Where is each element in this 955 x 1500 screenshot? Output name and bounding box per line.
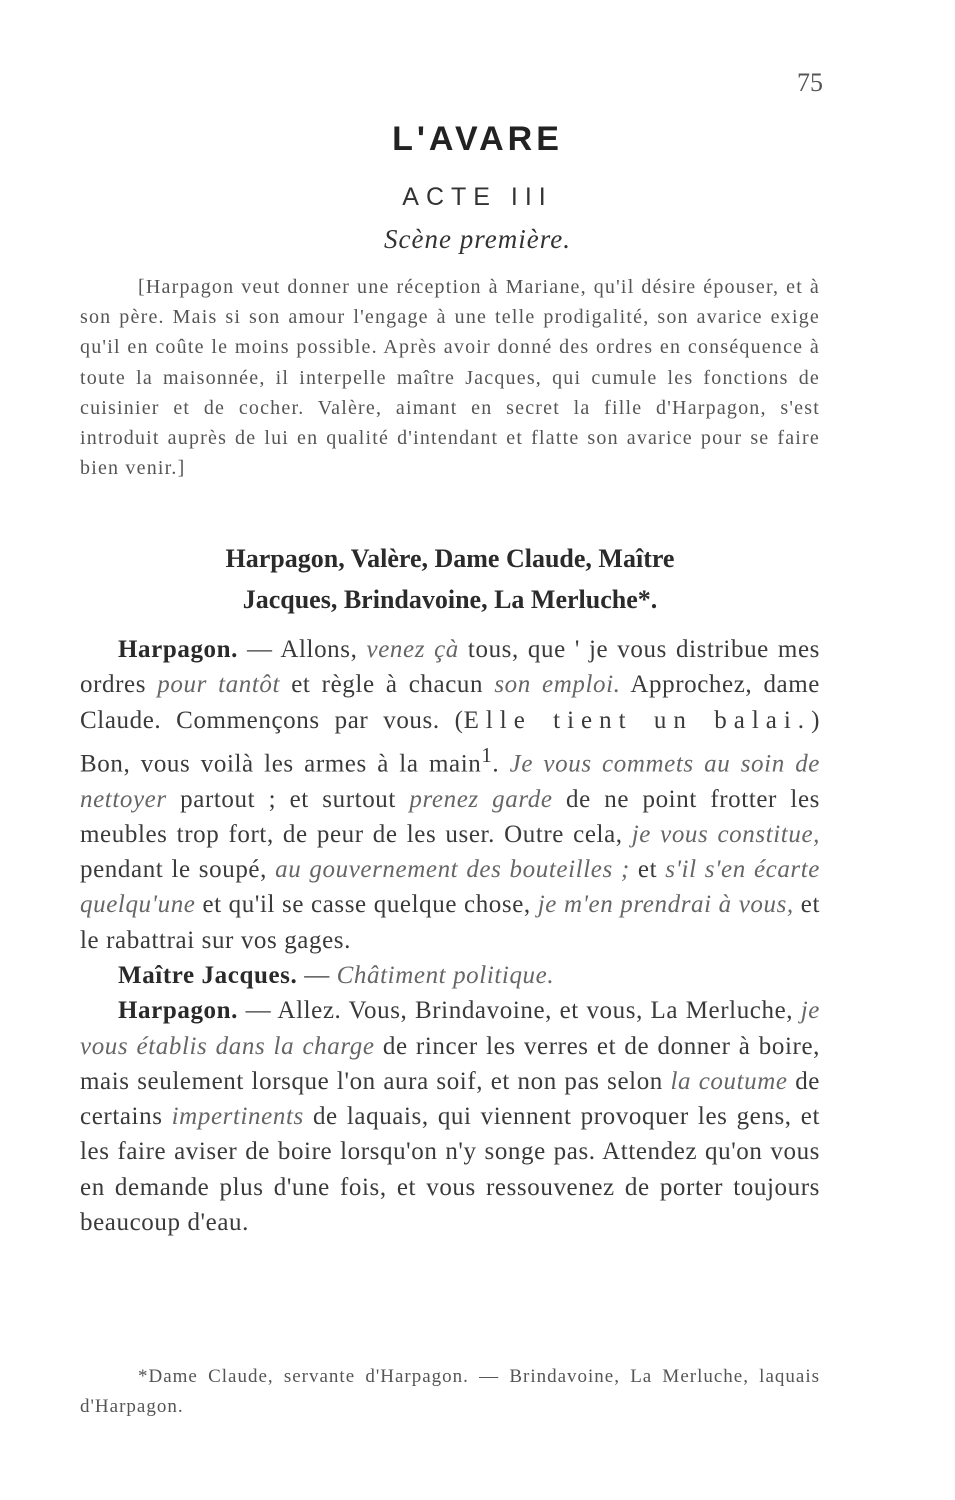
speech-text: de ne point frotter les meubles trop fort, de peur de les user. Outre cela, [80,785,820,848]
italic-phrase: s'il s'en écarte quelqu'une [80,856,821,919]
speech-text: . [492,750,510,778]
footnote-marker: 1 [481,742,493,767]
italic-phrase: Châtiment politique. [336,962,555,989]
scene-heading: Scène première. [384,224,571,254]
character-list-line: Harpagon, Valère, Dame Claude, Maître [225,544,675,573]
speech-text: pendant le soupé, [80,856,276,884]
italic-phrase: je vous constitue, [631,820,820,848]
italic-phrase: impertinents [171,1103,304,1131]
italic-phrase: prenez garde [409,785,553,813]
character-list [80,538,820,620]
italic-phrase: je m'en prendrai à vous, [537,891,794,919]
italic-phrase: je vous établis dans la charge [80,997,820,1060]
speech-text: — Allons, [238,636,367,663]
character-list-line: Jacques, Brindavoine, La Merluche*. [242,585,658,614]
speech-text: de certains [80,1067,820,1131]
speech-text: de rincer les verres et de donner à boire, mais seulement lorsque l'on aura soif, et non pas selon [80,1032,820,1095]
speaker-name: Harpagon. [118,997,238,1025]
dialogue [80,632,820,1240]
scene-summary: [Harpagon veut donner une réception à Mariane, qu'il désire épouser, et à son père. Mais si son amour l'engage à une telle prodigalité, son avarice exige qu'il en coûte le moins possible. Après avoir donné des ordres en conséquence à toute la maisonnée, il interpelle maître Jacques, qui cumule les fonctions de cuisinier et de cocher. Valère, aimant en secret la fille d'Harpagon, s'est introduit auprès de lui en qualité d'intendant et flatte son avarice pour se faire bien venir.] [80,276,820,480]
speech-text: tous, que ' je vous distribue mes ordres [80,636,820,699]
speech-text: — [297,962,337,989]
italic-phrase: au gouvernement des bouteilles ; [275,856,630,884]
speech-text: — Allez. Vous, Brindavoine, et vous, La Merluche, [238,997,801,1025]
italic-phrase: son emploi. [494,671,621,699]
italic-phrase: Je vous commets au soin de nettoyer [80,750,820,813]
speech-text: et qu'il se casse quelque chose, [195,891,538,919]
speech-text: partout ; et surtout [166,785,410,813]
speech-text: et [629,856,666,884]
italic-phrase: pour tantôt [157,671,281,699]
speech-text: et le rabattrai sur vos gages. [80,891,820,954]
speech-maitre-jacques [80,958,820,993]
speech-text: et règle à chacun [280,671,495,699]
play-title: L'AVARE [392,120,563,158]
speech-harpagon-2 [80,993,820,1240]
italic-phrase: la coutume [670,1067,788,1095]
italic-phrase: venez çà [366,636,459,663]
speech-text: ) Bon, vous voilà les armes à la main [80,706,820,778]
speech-harpagon-1 [80,632,820,958]
footnote: *Dame Claude, servante d'Harpagon. — Brindavoine, La Merluche, laquais d'Harpagon. [80,1366,820,1417]
speaker-name: Harpagon. [118,636,238,663]
speaker-name: Maître Jacques. [118,962,298,989]
speech-text: Approchez, dame Claude. Commençons par vous. ( [80,671,820,734]
act-heading: ACTE III [402,183,553,211]
stage-direction: Elle tient un balai. [463,706,812,734]
speech-text: de laquais, qui viennent provoquer les gens, et les faire aviser de boire lorsqu'on n'y songe pas. Attendez qu'on vous en demande plus d'une fois, et vous ressouvenez de porter toujours beaucoup d'eau. [80,1103,820,1237]
page-number: 75 [797,68,823,97]
